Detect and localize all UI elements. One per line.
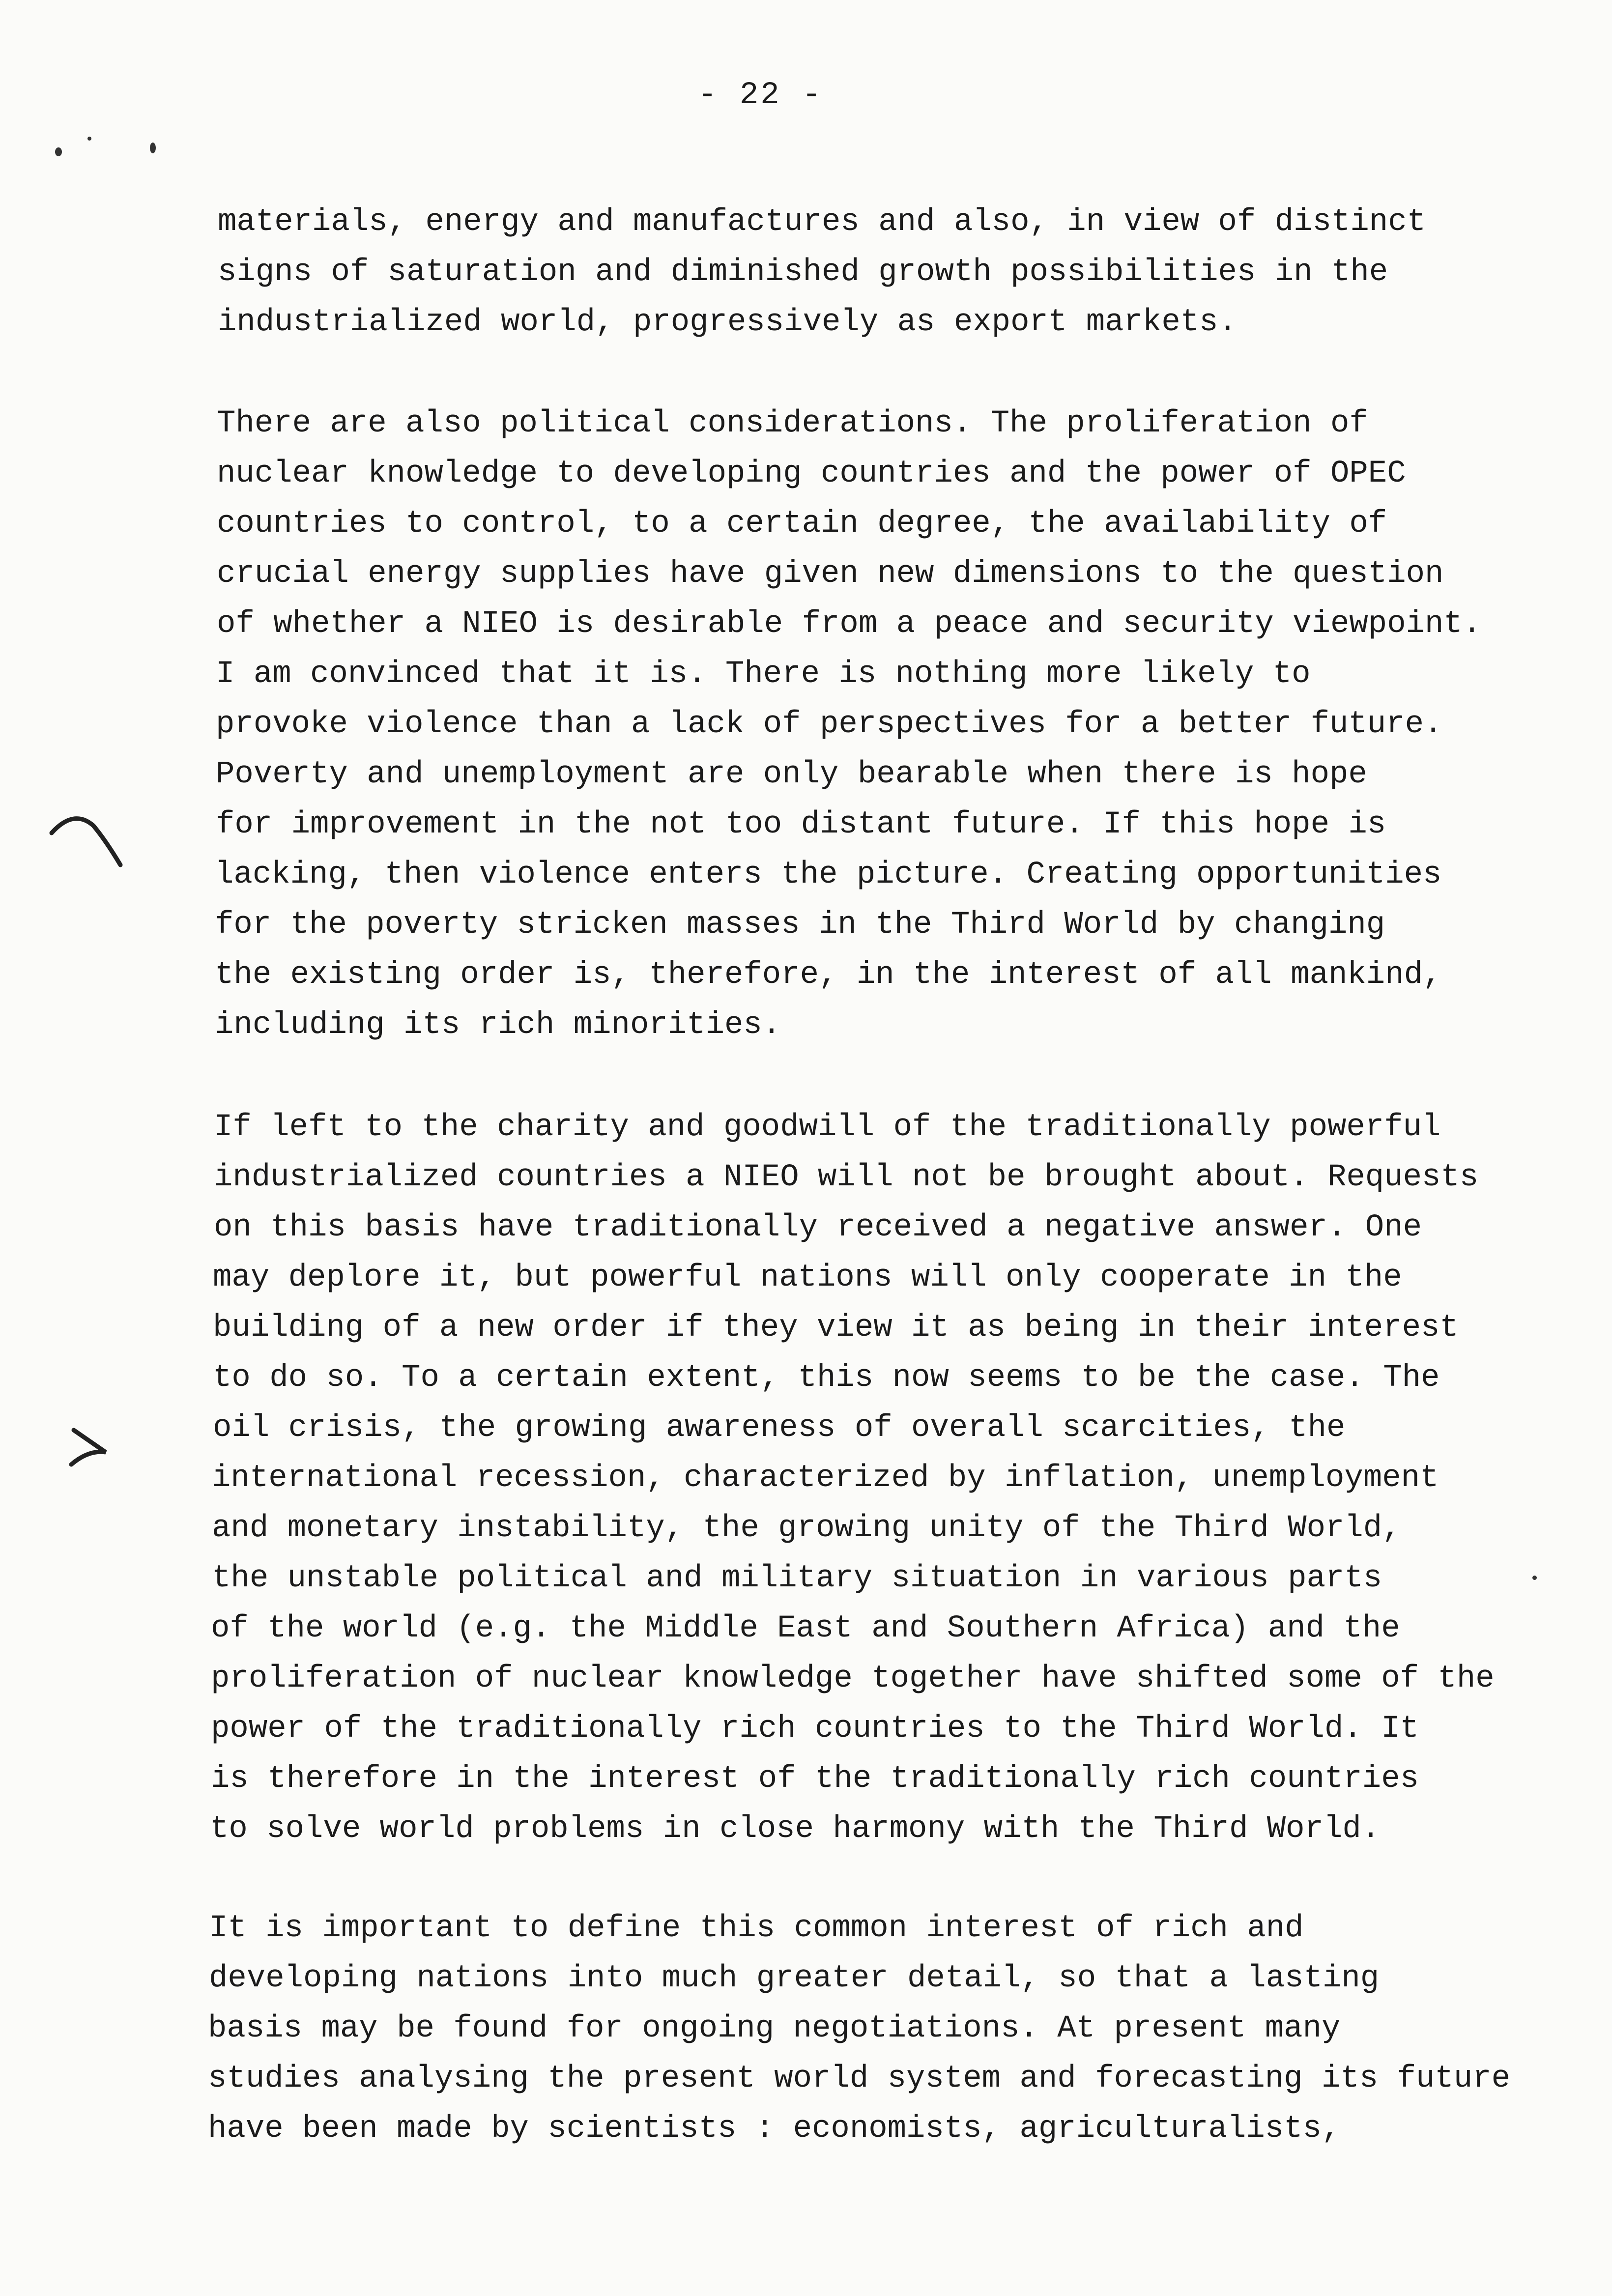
text-line: is therefore in the interest of the traditionally rich countries [211, 1761, 1419, 1797]
margin-bracket-mark [47, 806, 135, 880]
text-line: basis may be found for ongoing negotiations. At present many [208, 2011, 1341, 2046]
text-line: power of the traditionally rich countries to the Third World. It [211, 1711, 1419, 1747]
text-line: crucial energy supplies have given new dimensions to the question [217, 556, 1444, 592]
text-line: I am convinced that it is. There is nothing more likely to [216, 657, 1311, 692]
text-line: nuclear knowledge to developing countries and the power of OPEC [217, 456, 1406, 491]
speck-mark [87, 137, 91, 141]
text-line: to solve world problems in close harmony with the Third World. [210, 1811, 1381, 1847]
text-line: industrialized world, progressively as export markets. [218, 305, 1237, 340]
text-line: have been made by scientists : economists, agriculturalists, [208, 2111, 1341, 2147]
text-line: to do so. To a certain extent, this now seems to be the case. The [213, 1360, 1440, 1396]
text-line: signs of saturation and diminished growth possibilities in the [218, 255, 1388, 290]
text-line: for improvement in the not too distant future. If this hope is [216, 807, 1386, 842]
text-line: may deplore it, but powerful nations will only cooperate in the [213, 1260, 1402, 1295]
text-line: proliferation of nuclear knowledge together have shifted some of the [211, 1661, 1495, 1696]
text-line: and monetary instability, the growing unity of the Third World, [212, 1511, 1401, 1546]
speck-mark [1532, 1576, 1537, 1580]
text-line: on this basis have traditionally received a negative answer. One [214, 1210, 1422, 1245]
text-line: the existing order is, therefore, in the interest of all mankind, [215, 957, 1442, 993]
text-line: countries to control, to a certain degree, the availability of [217, 506, 1387, 542]
text-line: of whether a NIEO is desirable from a peace and security viewpoint. [217, 606, 1482, 642]
text-line: building of a new order if they view it as being in their interest [213, 1310, 1459, 1346]
text-line: industrialized countries a NIEO will not be brought about. Requests [214, 1160, 1479, 1195]
text-line: provoke violence than a lack of perspectives for a better future. [216, 707, 1443, 742]
text-line: of the world (e.g. the Middle East and Southern Africa) and the [211, 1611, 1400, 1646]
text-line: It is important to define this common interest of rich and [209, 1911, 1304, 1946]
text-line: If left to the charity and goodwill of the traditionally powerful [214, 1110, 1441, 1145]
text-line: materials, energy and manufactures and also, in view of distinct [218, 204, 1426, 240]
text-line: studies analysing the present world system and forecasting its future [208, 2061, 1511, 2096]
speck-mark [55, 147, 62, 156]
text-line: for the poverty stricken masses in the Third World by changing [215, 907, 1385, 943]
speck-mark [150, 143, 156, 153]
margin-arrow-mark [59, 1415, 147, 1489]
text-line: oil crisis, the growing awareness of overall scarcities, the [213, 1410, 1346, 1446]
text-line: Poverty and unemployment are only bearable when there is hope [216, 757, 1367, 792]
page-number: - 22 - [698, 78, 823, 113]
text-line: the unstable political and military situation in various parts [212, 1561, 1382, 1596]
text-line: There are also political considerations. The proliferation of [217, 406, 1368, 441]
text-line: lacking, then violence enters the picture. Creating opportunities [215, 857, 1442, 892]
text-line: international recession, characterized by inflation, unemployment [212, 1461, 1439, 1496]
text-line: including its rich minorities. [215, 1007, 781, 1043]
text-line: developing nations into much greater detail, so that a lasting [209, 1961, 1380, 1996]
